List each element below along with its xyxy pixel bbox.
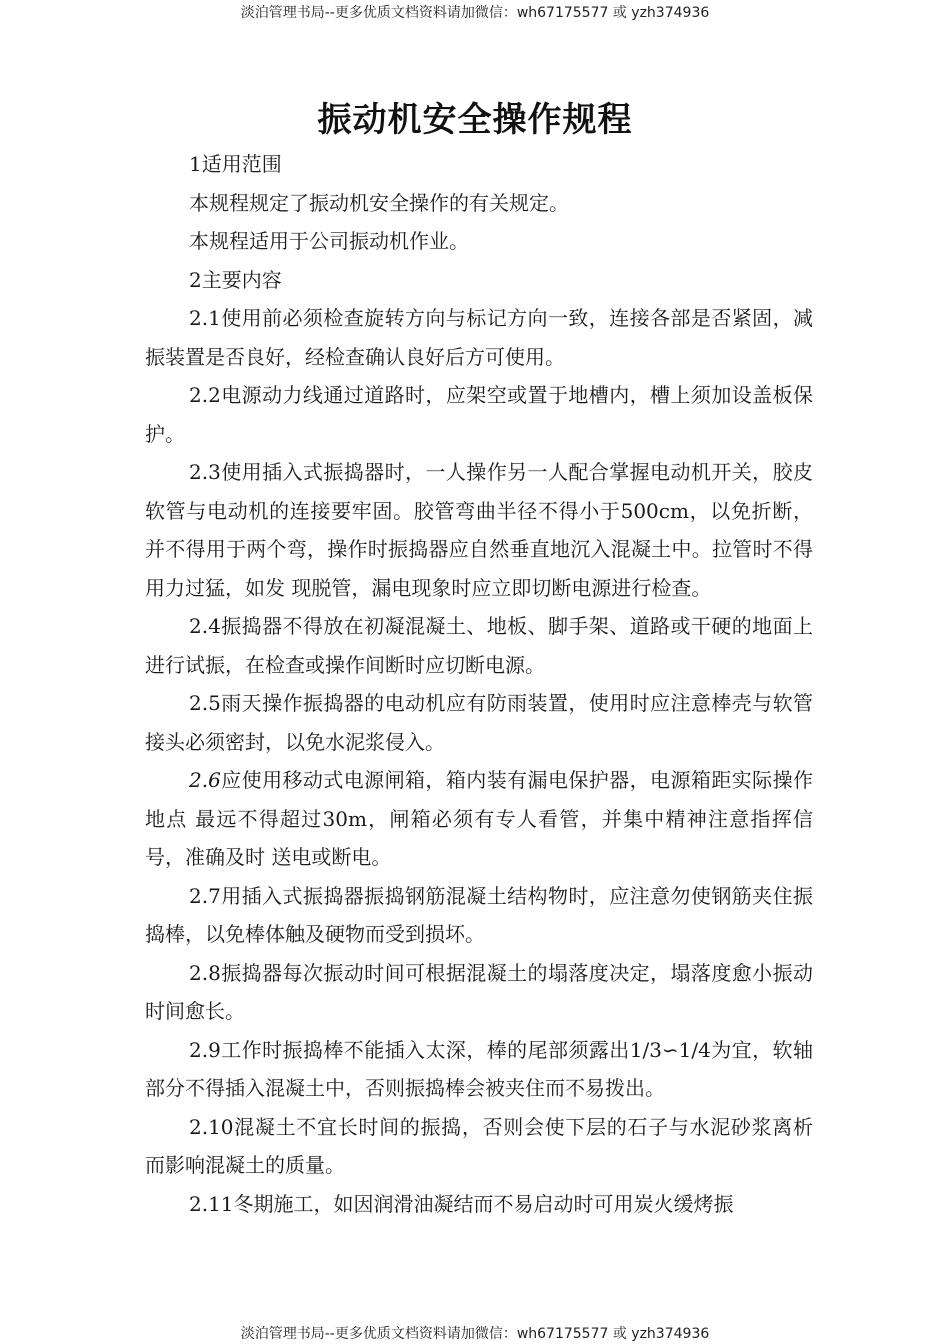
paragraph-2-9: 2.9工作时振捣棒不能插入太深，棒的尾部须露出1/3∽1/4为宜，软轴部分不得插入混凝土中，否则振捣棒会被夹住而不易拨出。: [145, 1037, 813, 1100]
paragraph-2-7: 2.7用插入式振捣器振捣钢筋混凝土结构物时，应注意勿使钢筋夹住振捣棒，以免棒体触及硬物而受到损坏。: [145, 883, 813, 946]
paragraph-scope-2: 本规程适用于公司振动机作业。: [189, 229, 469, 253]
paragraph-2-3: 2.3使用插入式振捣器时，一人操作另一人配合掌握电动机开关，胶皮软管与电动机的连接要牢固。胶管弯曲半径不得小于500cm，以免折断，并不得用于两个弯，操作时振捣器应自然垂直地沉入混凝土中。拉管时不得用力过猛，如发 现脱管，漏电现象时应立即切断电源进行检查。: [145, 460, 813, 600]
document-body: [145, 145, 813, 1223]
paragraph-2-6-text: 应使用移动式电源闸箱，箱内装有漏电保护器，电源箱距实际操作地点 最远不得超过30m，闸箱必须有专人看管，并集中精神注意指挥信号，准确及时 送电或断电。: [145, 768, 813, 869]
paragraph-2-1: 2.1使用前必须检查旋转方向与标记方向一致，连接各部是否紧固，减振装置是否良好，经检查确认良好后方可使用。: [145, 306, 813, 369]
paragraph-content-heading: 2主要内容: [189, 267, 282, 292]
paragraph-2-4: 2.4振捣器不得放在初凝混凝土、地板、脚手架、道路或干硬的地面上进行试振，在检查或操作间断时应切断电源。: [145, 614, 813, 677]
paragraph-2-2: 2.2电源动力线通过道路时，应架空或置于地槽内，槽上须加设盖板保护。: [145, 383, 813, 446]
paragraph-2-11: 2.11冬期施工，如因润滑油凝结而不易启动时可用炭火缓烤振: [189, 1191, 734, 1216]
paragraph-2-10: 2.10混凝土不宜长时间的振捣，否则会使下层的石子与水泥砂浆离析而影响混凝土的质量。: [145, 1114, 813, 1177]
paragraph-2-6: [145, 761, 813, 877]
page-header: 淡泊管理书局--更多优质文档资料请加微信：wh67175577 或 yzh374936: [240, 5, 710, 21]
page-footer: 淡泊管理书局--更多优质文档资料请加微信：wh67175577 或 yzh374936: [240, 1326, 710, 1342]
document-title: 振动机安全操作规程: [317, 100, 633, 140]
paragraph-2-8: 2.8振捣器每次振动时间可根据混凝土的塌落度决定，塌落度愈小振动时间愈长。: [145, 960, 813, 1023]
paragraph-scope-heading: 1适用范围: [189, 152, 282, 176]
paragraph-2-5: 2.5雨天操作振捣器的电动机应有防雨装置，使用时应注意棒壳与软管接头必须密封，以免水泥浆侵入。: [145, 691, 813, 754]
paragraph-2-6-number: 2.6: [189, 768, 221, 792]
paragraph-scope-1: 本规程规定了振动机安全操作的有关规定。: [189, 190, 569, 215]
